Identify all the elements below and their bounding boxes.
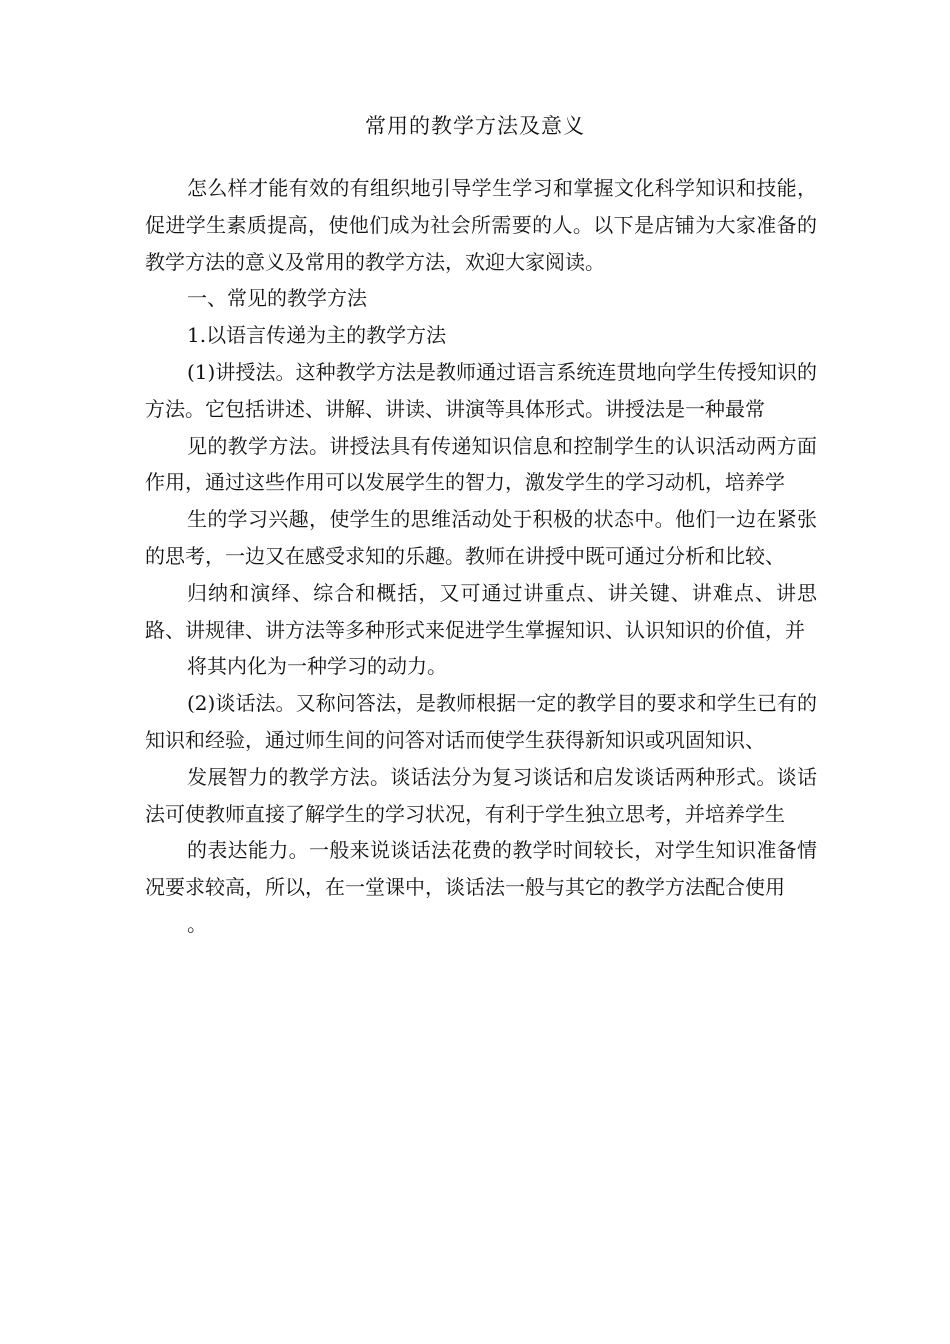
subsection-heading: 1.以语言传递为主的教学方法 [187,323,447,348]
paragraph-lecture-effects: 见的教学方法。讲授法具有传递知识信息和控制学生的认识活动两方面作用，通过这些作用可以发展学生的智力，激发学生的学习动机，培养学 [145,433,817,495]
paragraph-lecture-motivation: 将其内化为一种学习的动力。 [187,654,447,679]
paragraph-lecture-interest: 生的学习兴趣，使学生的思维活动处于积极的状态中。他们一边在紧张的思考，一边又在感受求知的乐趣。教师在讲授中既可通过分析和比较、 [145,507,817,568]
paragraph-lecture-forms: 归纳和演绎、综合和概括，又可通过讲重点、讲关键、讲难点、讲思路、讲规律、讲方法等多种形式来促进学生掌握知识、认识知识的价值，并 [145,580,817,642]
paragraph-dialogue-forms: 发展智力的教学方法。谈话法分为复习谈话和启发谈话两种形式。谈话法可使教师直接了解学生的学习状况，有利于学生独立思考，并培养学生 [145,764,817,826]
document-title: 常用的教学方法及意义 [365,114,585,138]
intro-paragraph: 怎么样才能有效的有组织地引导学生学习和掌握文化科学知识和技能，促进学生素质提高，使他们成为社会所需要的人。以下是店铺为大家准备的教学方法的意义及常用的教学方法，欢迎大家阅读。 [145,176,817,274]
document-body [145,170,817,943]
paragraph-dialogue-method: (2)谈话法。又称问答法，是教师根据一定的教学目的要求和学生已有的知识和经验，通过师生间的问答对话而使学生获得新知识或巩固知识、 [145,691,817,752]
paragraph-dialogue-usage: 的表达能力。一般来说谈话法花费的教学时间较长，对学生知识准备情况要求较高，所以，在一堂课中，谈话法一般与其它的教学方法配合使用 [145,838,817,900]
paragraph-lecture-method: (1)讲授法。这种教学方法是教师通过语言系统连贯地向学生传授知识的方法。它包括讲述、讲解、讲读、讲演等具体形式。讲授法是一种最常 [145,359,817,421]
section-heading: 一、常见的教学方法 [187,286,367,311]
paragraph-trailing-period: 。 [187,911,207,936]
